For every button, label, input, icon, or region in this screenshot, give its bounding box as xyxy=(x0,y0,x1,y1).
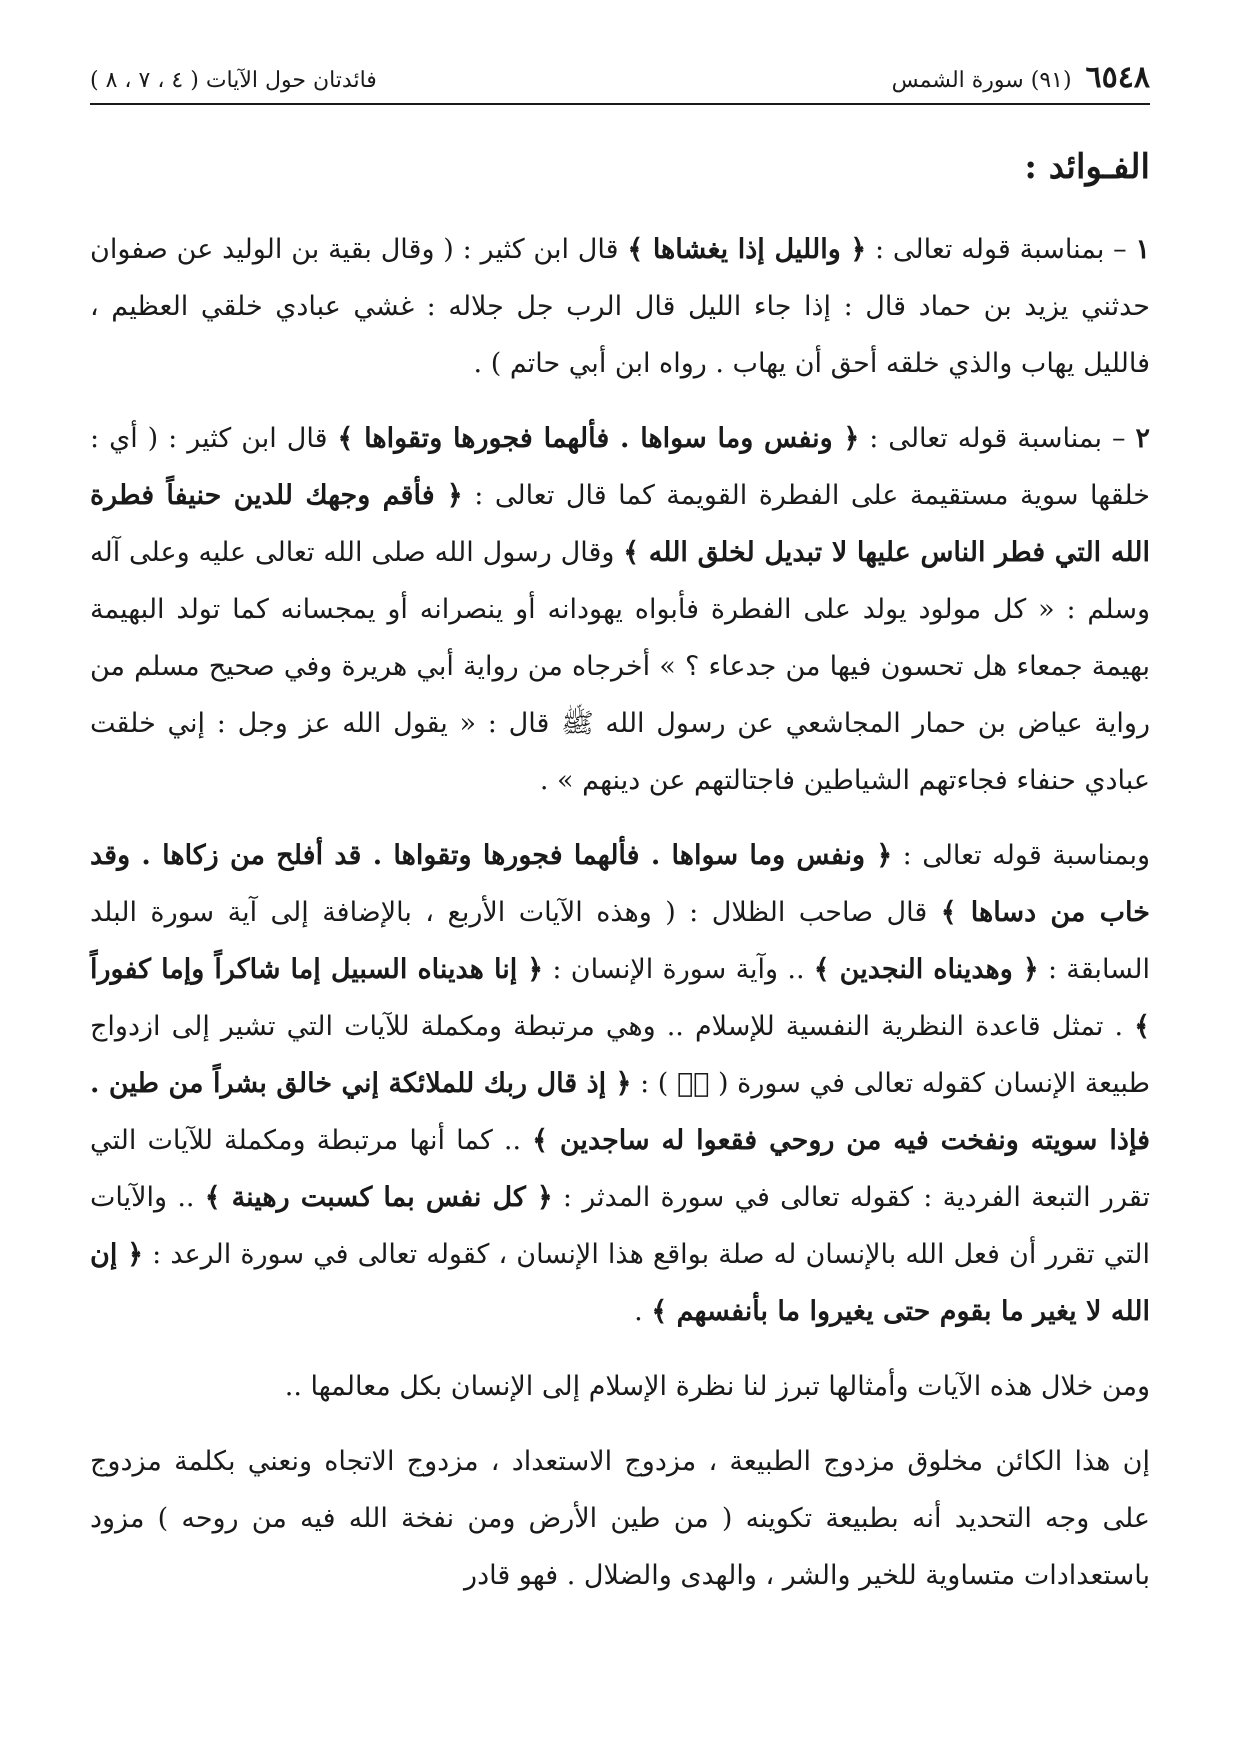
paragraph-number: ١ xyxy=(1135,234,1151,265)
header-rule xyxy=(90,103,1150,105)
paragraph-5: إن هذا الكائن مخلوق مزدوج الطبيعة ، مزدوج الاستعداد ، مزدوج الاتجاه ونعني بكلمة مزدوج على وجه التحديد أنه بطبيعة تكوينه ( من طين الأرض ومن نفخة الله فيه من روحه ) مزود باستعدادات متساوية للخير والشر ، والهدى والضلال . فهو قادر xyxy=(90,1446,1150,1591)
section-title: فائدتان حول الآيات ( ٤ ، ٧ ، ٨ ) xyxy=(90,68,377,93)
benefits-heading: الفـوائد : xyxy=(1024,147,1150,187)
paragraph-text: وبمناسبة قوله تعالى : xyxy=(892,840,1150,871)
paragraph-text: قال ابن كثير : ( وقال بقية بن الوليد عن صفوان حدثني يزيد بن حماد قال : إذا جاء الليل قال الرب جل جلاله : غشي عبادي خلقي العظيم ، فالليل يهاب والذي خلقه أحق أن يهاب . رواه ابن أبي حاتم ) . xyxy=(90,234,1150,379)
quran-quote: ﴿ ونفس وما سواها . فألهما فجورها وتقواها ﴾ xyxy=(337,423,860,454)
paragraph-text: – بمناسبة قوله تعالى : xyxy=(866,234,1136,265)
paragraph-text: – بمناسبة قوله تعالى : xyxy=(859,423,1136,454)
paragraph-text: . تمثل قاعدة النظرية النفسية للإسلام .. وهي مرتبطة ومكملة للآيات التي تشير إلى ازدواج طبيعة الإنسان كقوله تعالى في سورة ( صۤ ) : xyxy=(90,1011,1150,1099)
paragraph-1 xyxy=(90,221,1150,392)
running-header xyxy=(90,60,1150,101)
paragraph-text: قال ابن كثير : ( أي : خلقها سوية مستقيمة على الفطرة القويمة كما قال تعالى : xyxy=(90,423,1150,511)
paragraph-text: . xyxy=(634,1296,652,1327)
quran-quote: ﴿ ونفس وما سواها . فألهما فجورها وتقواها . قد أفلح من زكاها . وقد خاب من دساها ﴾ xyxy=(90,840,1150,928)
quran-quote: ﴿ وهديناه النجدين ﴾ xyxy=(813,954,1039,985)
paragraph-text: وقال رسول الله صلى الله تعالى عليه وعلى آله وسلم : « كل مولود يولد على الفطرة فأبواه يهودانه أو ينصرانه أو يمجسانه كما تولد البهيمة بهيمة جمعاء هل تحسون فيها من جدعاء ؟ » أخرجاه من رواية أبي هريرة وفي صحيح مسلم من رواية عياض بن حمار المجاشعي عن رسول الله ﷺ قال : « يقول الله عز وجل : إني خلقت عبادي حنفاء فجاءتهم الشياطين فاجتالتهم عن دينهم » . xyxy=(90,537,1150,796)
sura-label: (٩١) سورة الشمس xyxy=(891,68,1072,93)
quran-quote: ﴿ إنا هديناه السبيل إما شاكراً وإما كفوراً ﴾ xyxy=(90,954,1150,1042)
paragraph-number: ٢ xyxy=(1135,423,1150,454)
quran-quote: ﴿ والليل إذا يغشاها ﴾ xyxy=(627,234,867,265)
paragraph-3 xyxy=(90,827,1150,1340)
page-number: ٦٥٤٨ xyxy=(1085,60,1150,95)
paragraph-4: ومن خلال هذه الآيات وأمثالها تبرز لنا نظرة الإسلام إلى الإنسان بكل معالمها .. xyxy=(284,1371,1150,1402)
quran-quote: ﴿ إذ قال ربك للملائكة إني خالق بشراً من طين . فإذا سويته ونفخت فيه من روحي فقعوا له ساجدين ﴾ xyxy=(90,1068,1150,1156)
paragraph-text: قال صاحب الظلال : ( وهذه الآيات الأربع ، بالإضافة إلى آية سورة البلد السابقة : xyxy=(90,897,1150,985)
quran-quote: ﴿ فأقم وجهك للدين حنيفاً فطرة الله التي فطر الناس عليها لا تبديل لخلق الله ﴾ xyxy=(90,480,1150,568)
quran-quote: ﴿ كل نفس بما كسبت رهينة ﴾ xyxy=(204,1182,553,1213)
quran-quote: ﴿ إن الله لا يغير ما بقوم حتى يغيروا ما بأنفسهم ﴾ xyxy=(90,1239,1150,1327)
paragraph-text: .. كما أنها مرتبطة ومكملة للآيات التي تقرر التبعة الفردية : كقوله تعالى في سورة المدثر : xyxy=(90,1125,1151,1213)
paragraph-2 xyxy=(90,410,1150,809)
paragraph-text: .. والآيات التي تقرر أن فعل الله بالإنسان له صلة بواقع هذا الإنسان ، كقوله تعالى في سورة الرعد : xyxy=(90,1182,1150,1270)
paragraph-text: .. وآية سورة الإنسان : xyxy=(543,954,814,985)
